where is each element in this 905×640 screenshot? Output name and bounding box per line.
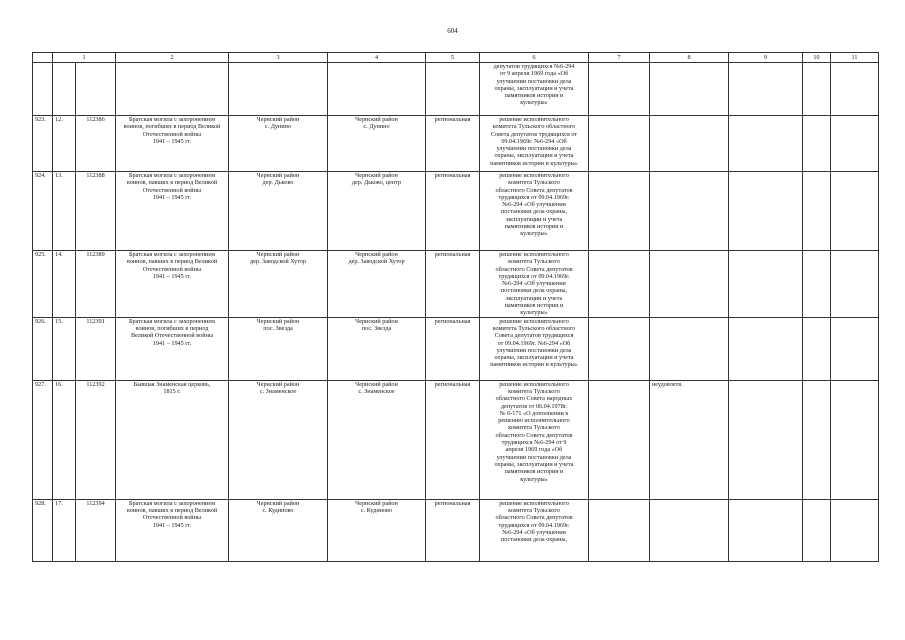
location-cell bbox=[229, 251, 328, 318]
document-line: решение исполнительного bbox=[499, 251, 569, 258]
column-number: 8 bbox=[650, 53, 729, 63]
location-line: Чернский район bbox=[256, 499, 300, 507]
condition-cell bbox=[650, 251, 729, 318]
column-number: 2 bbox=[116, 53, 229, 63]
document-cell bbox=[480, 172, 589, 251]
object-name-line: 1941 – 1945 гг. bbox=[152, 272, 192, 280]
column-11-cell bbox=[831, 499, 879, 561]
object-name-line: Великой Отечественной войны bbox=[130, 332, 214, 340]
document-cell bbox=[480, 63, 589, 116]
condition-cell bbox=[650, 172, 729, 251]
category-cell: региональная bbox=[426, 251, 480, 318]
document-line: охраны, эксплуатации и учета bbox=[494, 84, 574, 92]
condition-cell bbox=[650, 317, 729, 380]
address-cell bbox=[328, 317, 426, 380]
document-line: эксплуатации и учета bbox=[505, 294, 563, 302]
registry-table bbox=[32, 52, 879, 562]
object-name-line: воинов, погибших в период bbox=[135, 324, 209, 332]
address-line: Чернский район bbox=[355, 251, 398, 258]
document-line: комитета Тульского областного bbox=[492, 324, 576, 332]
document-line: комитета Тульского областного bbox=[492, 123, 576, 131]
address-cell bbox=[328, 499, 426, 561]
location-cell bbox=[229, 499, 328, 561]
location-line: дер. Дьково bbox=[262, 179, 294, 187]
table-row-continuation bbox=[33, 63, 879, 116]
document-line: памятников истории и культуры» bbox=[490, 361, 578, 369]
document-line: улучшении постановки дела bbox=[496, 453, 572, 461]
location-cell bbox=[229, 116, 328, 172]
table-row bbox=[33, 172, 879, 251]
column-number: 1 bbox=[53, 53, 116, 63]
row-number-cell: 925. bbox=[33, 251, 53, 318]
object-name-cell bbox=[116, 499, 229, 561]
document-line: памятников истории и культуры» bbox=[490, 159, 578, 167]
address-cell bbox=[328, 116, 426, 172]
column-11-cell bbox=[831, 317, 879, 380]
document-line: улучшении постановки дела bbox=[496, 145, 572, 153]
object-name-line: Братская могила с захоронением bbox=[128, 499, 215, 507]
object-name-line: Братская могила с захоронением bbox=[128, 251, 215, 258]
address-line: с. Знаменское bbox=[358, 387, 395, 395]
row-subnumber-cell: 17. bbox=[53, 499, 76, 561]
document-line: решению исполнительного bbox=[498, 417, 570, 425]
object-name-line: Отечественной войны bbox=[142, 265, 202, 273]
document-line: охраны, эксплуатации и учета bbox=[494, 460, 574, 468]
object-code-cell: 112388 bbox=[76, 172, 116, 251]
document-line: комитета Тульского bbox=[508, 179, 560, 187]
column-9-cell bbox=[729, 380, 803, 499]
location-line: дер. Заводской Хутор bbox=[249, 258, 307, 266]
object-name-line: Отечественной войны bbox=[142, 186, 202, 194]
document-line: постановки дела охраны, bbox=[500, 536, 568, 544]
address-cell bbox=[328, 172, 426, 251]
document-line: трудящихся от 09.04.1969г. bbox=[498, 272, 570, 280]
column-number: 10 bbox=[803, 53, 831, 63]
condition-cell: неудовлетв. bbox=[650, 380, 729, 499]
category-cell: региональная bbox=[426, 499, 480, 561]
document-line: памятников истории и bbox=[504, 302, 564, 310]
address-line: Чернский район bbox=[355, 499, 398, 507]
column-number: 6 bbox=[480, 53, 589, 63]
category-cell: региональная bbox=[426, 317, 480, 380]
page-number: 604 bbox=[447, 27, 458, 35]
document-line: комитета Тульского bbox=[508, 387, 560, 395]
document-line: областного Совета депутатов bbox=[495, 431, 573, 439]
address-line: Чернский район bbox=[355, 116, 398, 123]
document-line: от 09.04.1969г. №6-294 «Об bbox=[497, 339, 571, 347]
table-row bbox=[33, 317, 879, 380]
document-line: депутатов от 06.04.1978г. bbox=[500, 402, 568, 410]
row-number-cell: 928. bbox=[33, 499, 53, 561]
object-name-cell bbox=[116, 380, 229, 499]
location-cell bbox=[229, 317, 328, 380]
document-cell bbox=[480, 380, 589, 499]
condition-cell bbox=[650, 499, 729, 561]
column-7-cell bbox=[589, 499, 650, 561]
location-line: Чернский район bbox=[256, 380, 300, 388]
category-cell: региональная bbox=[426, 380, 480, 499]
column-9-cell bbox=[729, 116, 803, 172]
column-7-cell bbox=[589, 317, 650, 380]
object-name-line: Братская могила с захоронением bbox=[128, 172, 215, 179]
document-line: комитета Тульского bbox=[508, 258, 560, 266]
document-line: культуры» bbox=[520, 475, 548, 483]
document-line: охраны, эксплуатации и учета bbox=[494, 152, 574, 160]
document-line: памятников истории и bbox=[504, 92, 564, 100]
category-cell: региональная bbox=[426, 172, 480, 251]
document-line: эксплуатации и учета bbox=[505, 215, 563, 223]
object-code-cell: 112391 bbox=[76, 317, 116, 380]
document-line: 09.04.1969г. №6-294 «Об bbox=[501, 137, 567, 145]
document-line: культуры» bbox=[520, 309, 548, 317]
column-10-cell bbox=[803, 317, 831, 380]
column-number: 3 bbox=[229, 53, 328, 63]
document-line: областного Совета депутатов bbox=[495, 514, 573, 522]
column-11-cell bbox=[831, 251, 879, 318]
column-10-cell bbox=[803, 499, 831, 561]
document-line: областного Совета депутатов bbox=[495, 265, 573, 273]
address-line: Чернский район bbox=[355, 380, 398, 388]
object-name-line: Бывшая Знаменская церковь, bbox=[133, 380, 211, 388]
category-cell: региональная bbox=[426, 116, 480, 172]
object-code-cell: 112389 bbox=[76, 251, 116, 318]
row-subnumber-cell: 16. bbox=[53, 380, 76, 499]
location-line: Чернский район bbox=[256, 172, 300, 179]
document-line: Совета депутатов трудящихся bbox=[494, 332, 574, 340]
location-line: Чернский район bbox=[256, 317, 300, 325]
object-name-line: 1941 – 1945 гг. bbox=[152, 339, 192, 347]
address-line: Чернский район bbox=[355, 172, 398, 179]
document-line: трудящихся №6-294 от 9 bbox=[501, 439, 567, 447]
object-code-cell: 112394 bbox=[76, 499, 116, 561]
row-subnumber-cell: 13. bbox=[53, 172, 76, 251]
column-7-cell bbox=[589, 116, 650, 172]
object-name-line: воинов, павших в период Великой bbox=[126, 179, 218, 187]
document-line: решение исполнительного bbox=[499, 116, 569, 123]
object-name-line: Отечественной войны bbox=[142, 514, 202, 522]
column-10-cell bbox=[803, 116, 831, 172]
object-name-line: Отечественной войны bbox=[142, 130, 202, 138]
column-9-cell bbox=[729, 317, 803, 380]
column-11-cell bbox=[831, 116, 879, 172]
address-line: Чернский район bbox=[355, 317, 398, 325]
table-row bbox=[33, 499, 879, 561]
column-10-cell bbox=[803, 380, 831, 499]
location-line: Чернский район bbox=[256, 251, 300, 258]
table-row bbox=[33, 116, 879, 172]
document-line: культуры» bbox=[520, 230, 548, 238]
object-name-line: Братская могила с захоронением bbox=[128, 317, 215, 325]
location-cell bbox=[229, 380, 328, 499]
column-10-cell bbox=[803, 172, 831, 251]
location-line: с. Дунино bbox=[264, 123, 292, 131]
object-name-line: воинов, погибших в период Великой bbox=[123, 123, 221, 131]
document-line: от 9 апреля 1969 года «Об bbox=[499, 70, 569, 78]
object-name-cell bbox=[116, 251, 229, 318]
column-11-cell bbox=[831, 380, 879, 499]
object-name-line: 1815 г. bbox=[163, 387, 181, 395]
address-line: с. Кудиново bbox=[360, 506, 393, 514]
object-name-line: 1941 – 1945 гг. bbox=[152, 193, 192, 201]
row-number-cell: 924. bbox=[33, 172, 53, 251]
object-name-cell bbox=[116, 116, 229, 172]
address-line: дер. Заводской Хутор bbox=[348, 258, 405, 266]
document-line: апреля 1969 года «Об bbox=[505, 446, 563, 454]
document-line: улучшении постановки дела bbox=[496, 346, 572, 354]
document-line: №6-294 «Об улучшении bbox=[502, 201, 566, 209]
document-line: Совета депутатов трудящихся от bbox=[490, 130, 578, 138]
object-code-cell: 112392 bbox=[76, 380, 116, 499]
column-9-cell bbox=[729, 499, 803, 561]
document-line: областного Совета депутатов bbox=[495, 186, 573, 194]
document-line: депутатов трудящихся №6-294 bbox=[493, 63, 575, 70]
document-line: комитета Тульского bbox=[508, 506, 560, 514]
column-9-cell bbox=[729, 172, 803, 251]
location-line: пос. Звезда bbox=[263, 324, 293, 332]
document-line: решение исполнительного bbox=[499, 499, 569, 507]
document-line: культуры» bbox=[520, 99, 548, 107]
column-number bbox=[33, 53, 53, 63]
document-line: решение исполнительного bbox=[499, 380, 569, 388]
document-line: №6-294 «Об улучшении bbox=[502, 280, 566, 288]
object-name-line: воинов, павших в период Великой bbox=[126, 506, 218, 514]
object-name-line: Братская могила с захоронением bbox=[128, 116, 215, 123]
object-name-cell bbox=[116, 172, 229, 251]
location-line: с. Знаменское bbox=[259, 387, 297, 395]
document-line: №6-294 «Об улучшении bbox=[502, 528, 566, 536]
address-line: дер. Дьково, центр bbox=[351, 179, 402, 187]
object-name-cell bbox=[116, 317, 229, 380]
column-7-cell bbox=[589, 251, 650, 318]
document-cell bbox=[480, 317, 589, 380]
object-name-line: 1941 – 1945 гг. bbox=[152, 521, 192, 529]
column-number: 7 bbox=[589, 53, 650, 63]
column-number: 4 bbox=[328, 53, 426, 63]
column-7-cell bbox=[589, 380, 650, 499]
row-subnumber-cell: 12. bbox=[53, 116, 76, 172]
document-line: памятников истории и bbox=[504, 223, 564, 231]
table-row bbox=[33, 251, 879, 318]
location-line: с. Кудиново bbox=[262, 506, 294, 514]
column-7-cell bbox=[589, 172, 650, 251]
document-line: трудящихся от 09.04.1969г. bbox=[498, 521, 570, 529]
row-number-cell: 926. bbox=[33, 317, 53, 380]
document-line: охраны, эксплуатации и учета bbox=[494, 354, 574, 362]
object-name-line: 1941 – 1945 гг. bbox=[152, 137, 192, 145]
column-number: 9 bbox=[729, 53, 803, 63]
column-number-row bbox=[33, 53, 879, 63]
document-cell bbox=[480, 116, 589, 172]
document-line: областного Совета народных bbox=[495, 395, 573, 403]
condition-cell bbox=[650, 116, 729, 172]
document-line: комитета Тульского bbox=[508, 424, 560, 432]
row-number-cell: 923. bbox=[33, 116, 53, 172]
column-11-cell bbox=[831, 172, 879, 251]
column-number: 11 bbox=[831, 53, 879, 63]
document-cell bbox=[480, 251, 589, 318]
row-number-cell: 927. bbox=[33, 380, 53, 499]
address-line: пос. Звезда bbox=[361, 324, 392, 332]
column-10-cell bbox=[803, 251, 831, 318]
document-line: памятников истории и bbox=[504, 468, 564, 476]
document-line: постановки дела охраны, bbox=[500, 208, 568, 216]
row-subnumber-cell: 15. bbox=[53, 317, 76, 380]
document-line: № 6-171 «О дополнении к bbox=[499, 409, 569, 417]
document-line: трудящихся от 09.04.1969г. bbox=[498, 193, 570, 201]
address-cell bbox=[328, 251, 426, 318]
table-row bbox=[33, 380, 879, 499]
table-body bbox=[33, 53, 879, 562]
address-line: с. Дунино bbox=[363, 123, 390, 131]
document-cell bbox=[480, 499, 589, 561]
document-line: решение исполнительного bbox=[499, 172, 569, 179]
address-cell bbox=[328, 380, 426, 499]
document-line: постановки дела охраны, bbox=[500, 287, 568, 295]
object-name-line: воинов, павших в период Великой bbox=[126, 258, 218, 266]
document-line: решение исполнительного bbox=[499, 317, 569, 325]
row-subnumber-cell: 14. bbox=[53, 251, 76, 318]
column-number: 5 bbox=[426, 53, 480, 63]
column-9-cell bbox=[729, 251, 803, 318]
location-line: Чернский район bbox=[256, 116, 300, 123]
document-line: улучшении постановки дела bbox=[496, 77, 572, 85]
location-cell bbox=[229, 172, 328, 251]
object-code-cell: 112386 bbox=[76, 116, 116, 172]
